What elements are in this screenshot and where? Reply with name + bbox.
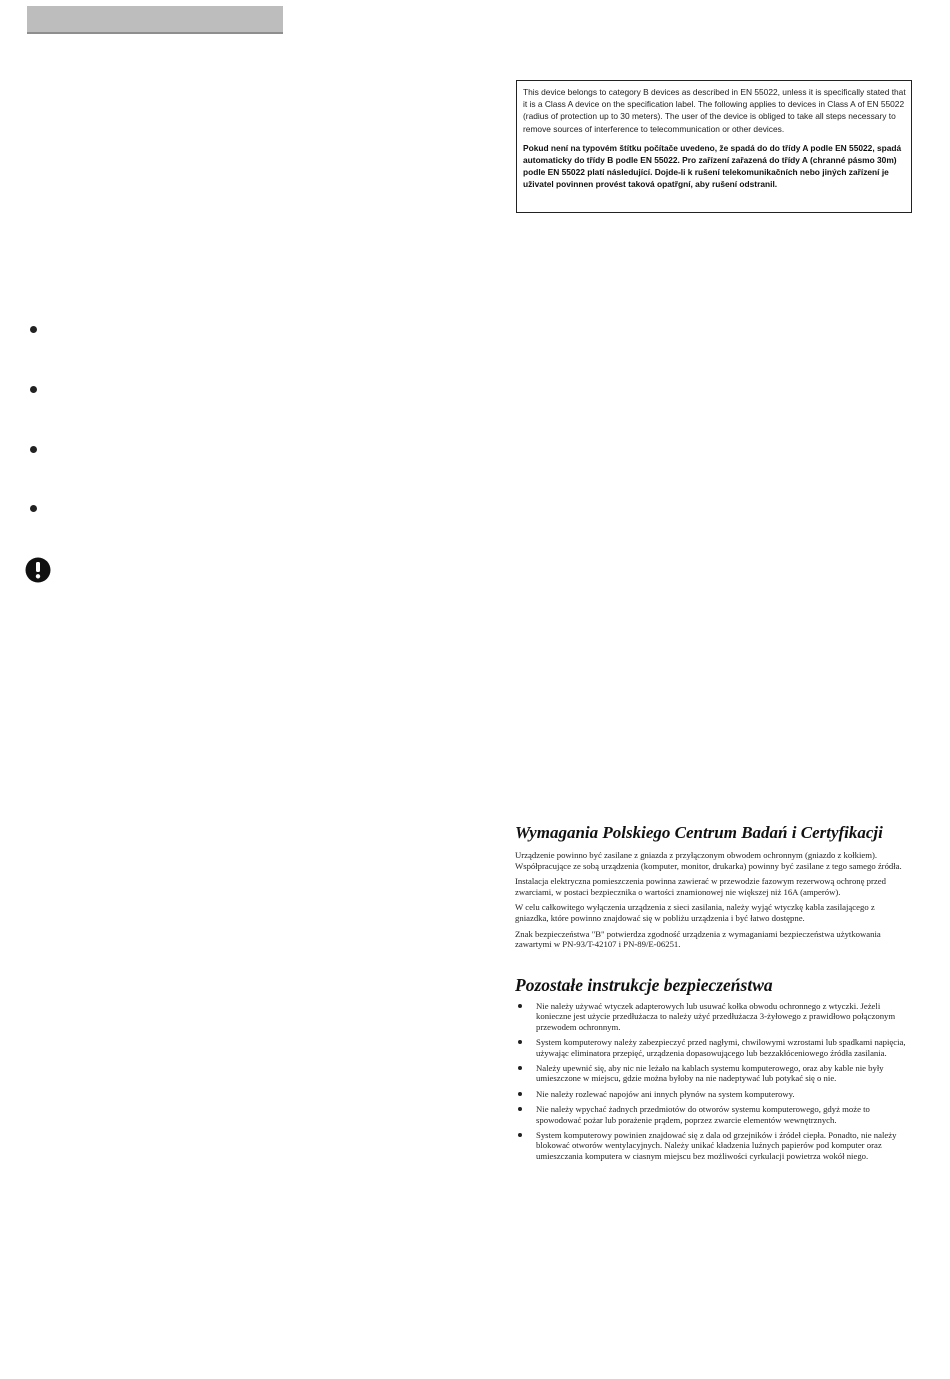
list-item <box>515 1104 907 1125</box>
list-item <box>515 1089 907 1099</box>
bullet-icon <box>30 446 37 453</box>
instructions-title: Pozostałe instrukcje bezpieczeństwa <box>515 975 773 995</box>
emc-notice-box <box>516 80 912 213</box>
pcbc-heading-block <box>515 822 907 844</box>
bullet-icon <box>518 1107 522 1111</box>
list-item-text: Należy upewnić się, aby nic nie leżało na kablach systemu komputerowego, oraz aby kable nie były umieszczone w miejscu, gdzie można byłoby na nie nadeptywać lub potykać się o nie. <box>536 1063 884 1084</box>
emc-notice-english: This device belongs to category B devices as described in EN 55022, unless it is specifically stated that it is a Class A device on the specification label. The following applies to devices in Class A of EN 55022 (radius of protection up to 30 meters). The user of the device is obliged to take all steps necessary to remove sources of interference to telecommunication or other devices. <box>523 87 906 134</box>
bullet-icon <box>518 1133 522 1137</box>
section-header-bar <box>27 6 283 34</box>
instructions-list <box>515 1001 907 1161</box>
bullet-icon <box>30 386 37 393</box>
instructions-heading-block <box>515 974 907 996</box>
pcbc-body <box>515 850 907 955</box>
list-item <box>515 1063 907 1084</box>
bullet-icon <box>30 326 37 333</box>
instructions-list-block <box>515 1001 907 1166</box>
list-item-text: Nie należy używać wtyczek adapterowych lub usuwać kołka obwodu ochronnego z wtyczki. Jeżeli konieczne jest użycie przedłużacza to należy użyć przedłużacza 3-żyłowego z prawidłowo połączonym przewodem ochronnym. <box>536 1001 896 1032</box>
pcbc-paragraph: Znak bezpieczeństwa "B" potwierdza zgodność urządzenia z wymaganiami bezpieczeństwa użytkowania zawartymi w PN-93/T-42107 i PN-89/E-06251. <box>515 928 881 950</box>
bullet-icon <box>518 1066 522 1070</box>
list-item-text: System komputerowy powinien znajdować się z dala od grzejników i źródeł ciepła. Ponadto, nie należy blokować otworów wentylacyjnych. Należy unikać kładzenia luźnych papierów pod komputer oraz umieszczania komputera w ciasnym miejscu bez możliwości cyrkulacji powietrza wokół niego. <box>536 1130 897 1161</box>
exclamation-warning-icon <box>25 557 51 583</box>
bullet-icon <box>518 1004 522 1008</box>
bullet-icon <box>518 1092 522 1096</box>
pcbc-paragraph: W celu całkowitego wyłączenia urządzenia z sieci zasilania, należy wyjąć wtyczkę kabla zasilającego z gniazdka, które powinno znajdować się w pobliżu urządzenia i być łatwo dostępne. <box>515 902 875 923</box>
bullet-icon <box>518 1040 522 1044</box>
list-item-text: Nie należy wpychać żadnych przedmiotów do otworów systemu komputerowego, gdyż może to spowodować pożar lub porażenie prądem, poprzez zwarcie elementów wewnętrznych. <box>536 1104 870 1125</box>
list-item <box>515 1130 907 1161</box>
list-item-text: Nie należy rozlewać napojów ani innych płynów na system komputerowy. <box>536 1088 795 1099</box>
list-item-text: System komputerowy należy zabezpieczyć przed nagłymi, chwilowymi wzrostami lub spadkami napięcia, używając eliminatora przepięć, urządzenia dopasowującego lub bezzakłóceniowego źródła zasilania. <box>536 1037 906 1058</box>
list-item <box>515 1001 907 1032</box>
pcbc-paragraph: Instalacja elektryczna pomieszczenia powinna zawierać w przewodzie fazowym rezerwową ochronę przed zwarciami, w postaci bezpiecznika o wartości znamionowej nie większej niż 16A (amperów). <box>515 876 886 897</box>
pcbc-paragraph: Urządzenie powinno być zasilane z gniazda z przyłączonym obwodem ochronnym (gniazdo z kołkiem). Współpracujące ze sobą urządzenia (komputer, monitor, drukarka) powinny być zasilane z tego samego źródła. <box>515 850 902 871</box>
bullet-icon <box>30 505 37 512</box>
emc-notice-czech: Pokud není na typovém štítku počítače uvedeno, že spadá do do třídy A podle EN 55022, spadá automaticky do třídy B podle EN 55022. Pro zařízení zařazená do třídy A (chranné pásmo 30m) podle EN 55022 platí následující. Dojde-li k rušení telekomunikačních nebo jiných zařízení je uživatel povinnen provést taková opatřgní, aby rušení odstranil. <box>523 142 902 190</box>
list-item <box>515 1037 907 1058</box>
pcbc-title: Wymagania Polskiego Centrum Badań i Certyfikacji <box>515 823 883 842</box>
